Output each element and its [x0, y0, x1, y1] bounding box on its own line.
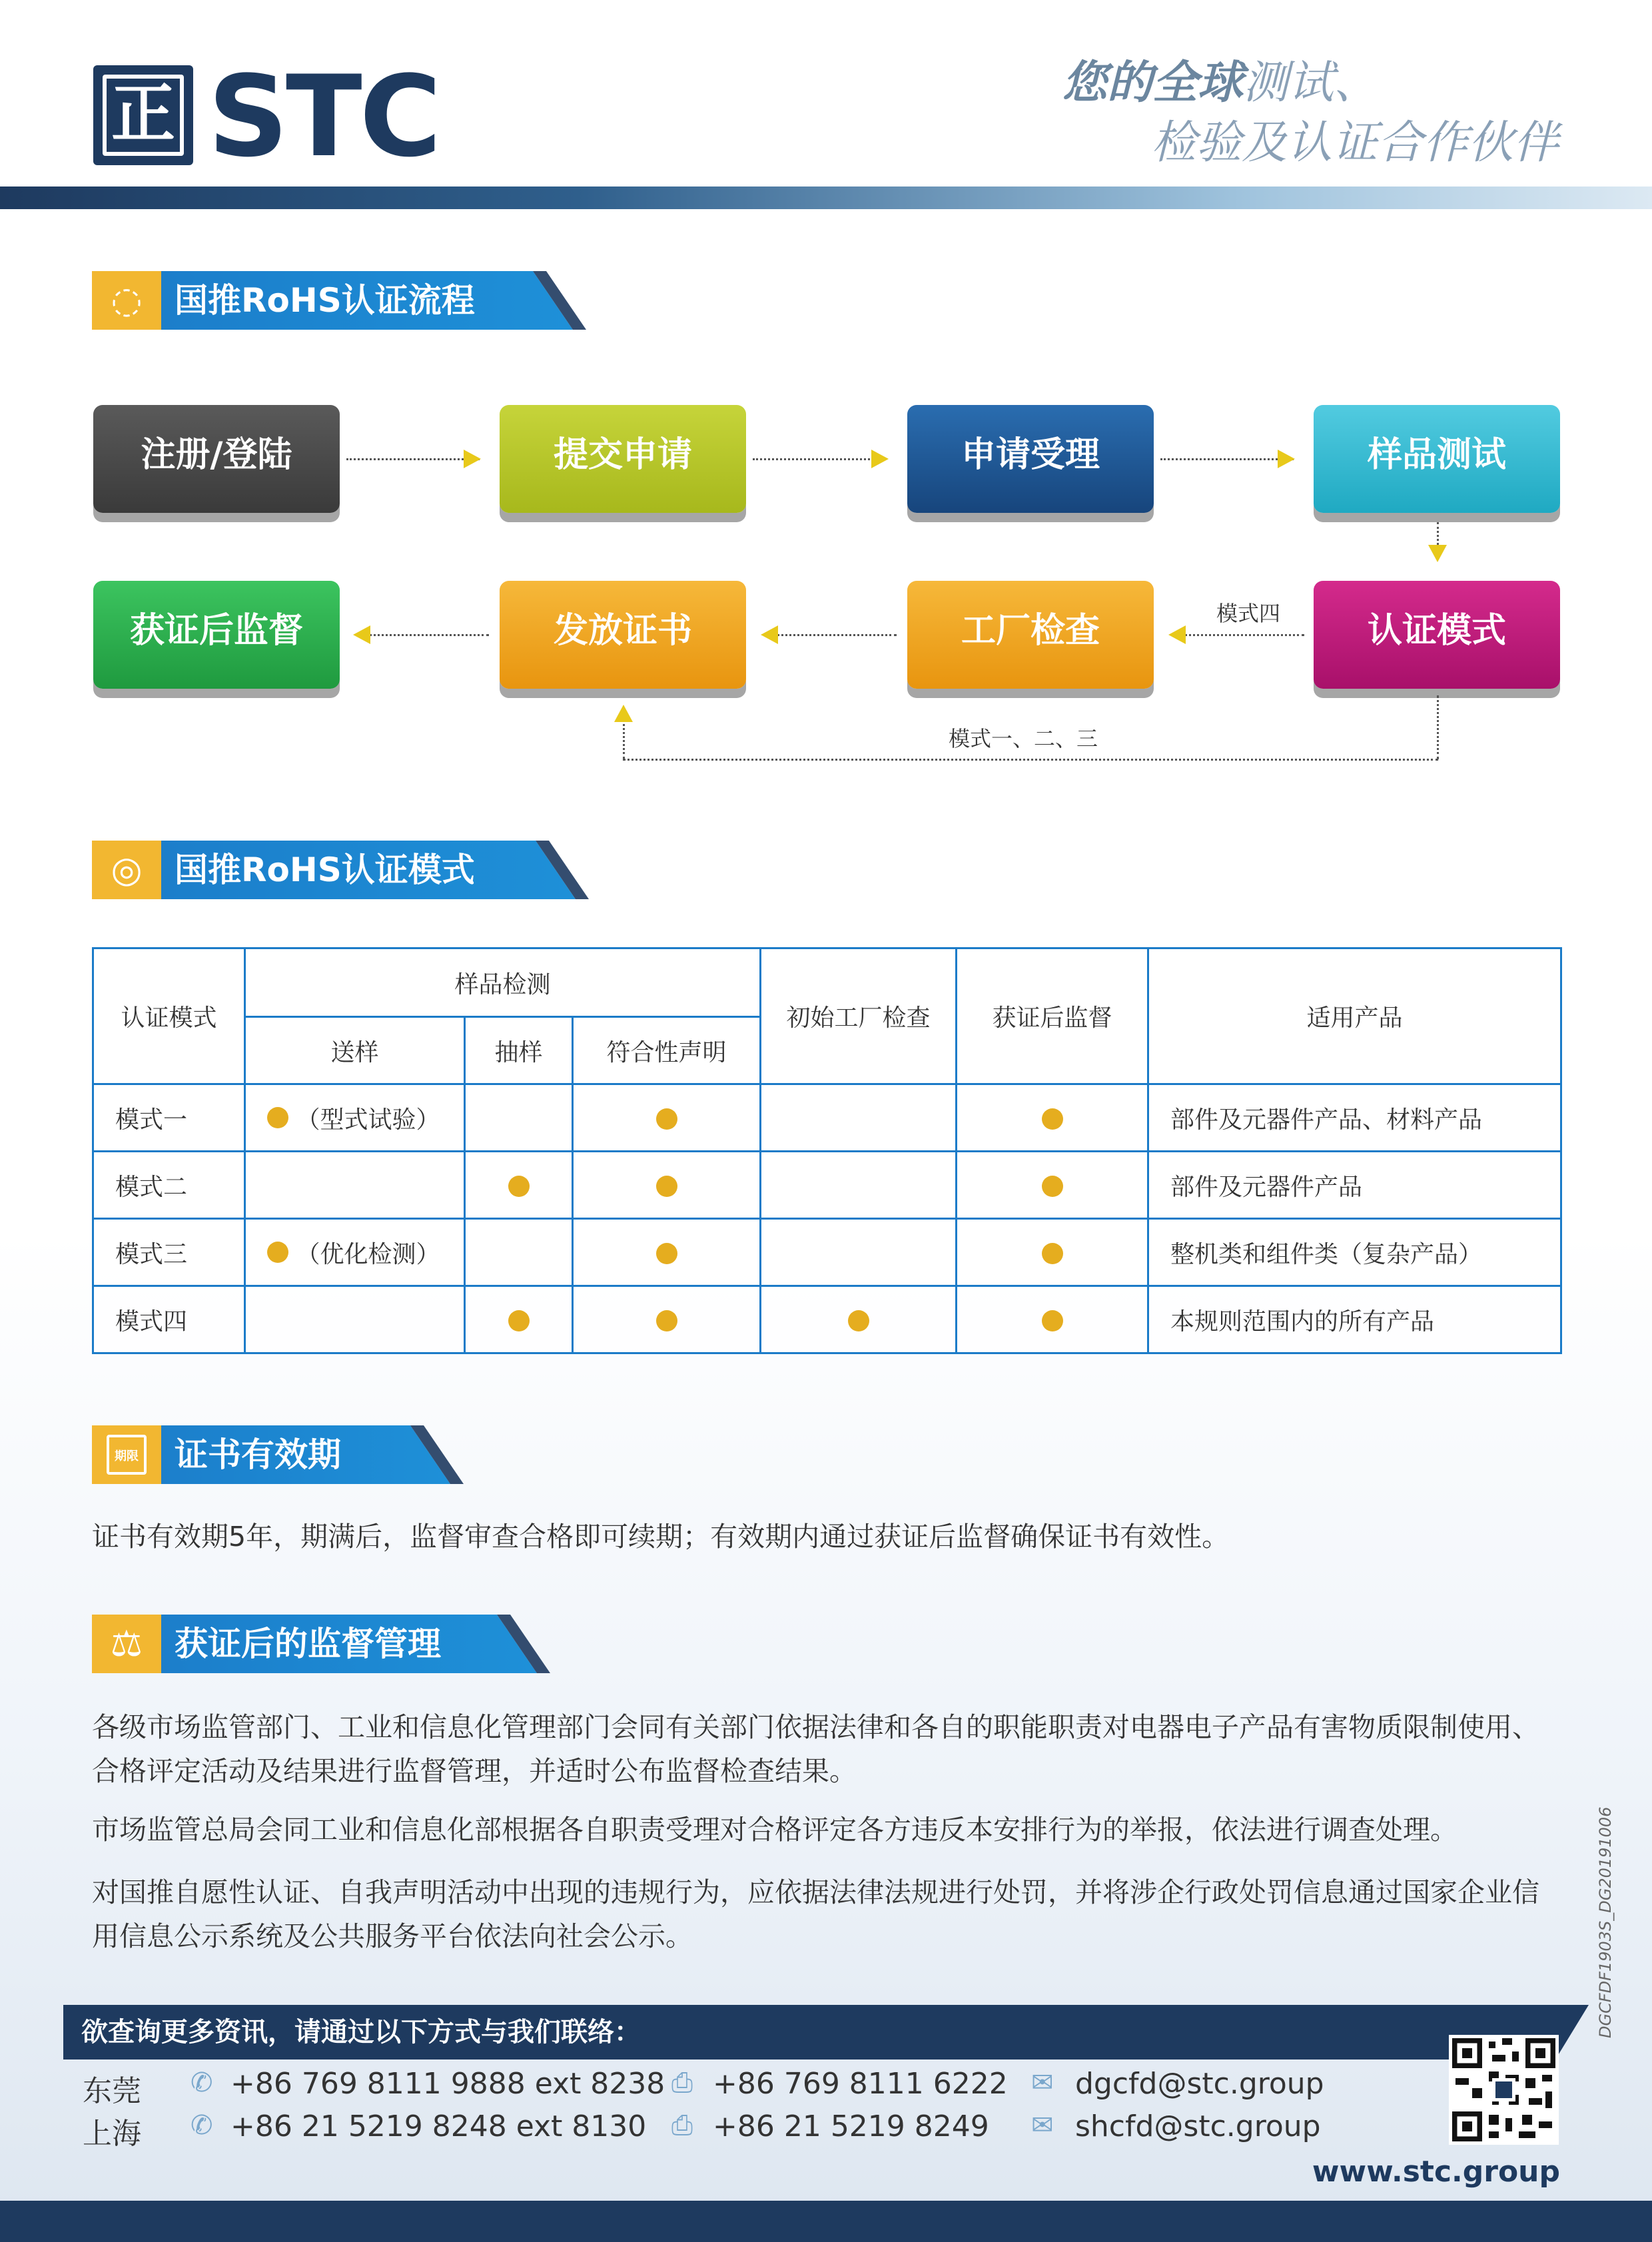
- flow-arrow: [369, 634, 489, 636]
- office-email[interactable]: dgcfd@stc.group: [1075, 2067, 1324, 2101]
- email-icon: ✉: [1031, 2110, 1054, 2141]
- row-products: 整机类和组件类（复杂产品）: [1148, 1219, 1561, 1286]
- arrow-left-icon: [761, 625, 778, 644]
- section-header-supervision: [92, 1615, 537, 1673]
- contact-heading: 欲查询更多资讯，请通过以下方式与我们联络：: [81, 2017, 641, 2048]
- flow-arrow: [1184, 634, 1304, 636]
- arrow-left-icon: [1168, 625, 1186, 644]
- header-declaration: 符合性声明: [573, 1017, 761, 1084]
- office-email[interactable]: shcfd@stc.group: [1075, 2109, 1321, 2143]
- document-code: DGCFDF1903S_DG20191006: [1596, 1806, 1615, 2038]
- header-send-sample: 送样: [245, 1017, 465, 1084]
- table-row: [93, 1219, 1561, 1286]
- office-city: 上海: [83, 2117, 141, 2151]
- check-dot: [656, 1108, 677, 1130]
- header-draw-sample: 抽样: [465, 1017, 573, 1084]
- calendar-icon-label: 期限: [115, 1449, 139, 1463]
- row-products: 部件及元器件产品: [1148, 1152, 1561, 1219]
- office-fax: +86 21 5219 8249: [713, 2109, 989, 2143]
- table-header-row: [93, 948, 1561, 1017]
- fax-icon: ⎙: [671, 2110, 693, 2141]
- mode-table: [92, 947, 1562, 1354]
- check-dot: [848, 1310, 869, 1331]
- check-dot: [656, 1176, 677, 1197]
- target-icon: ◎: [92, 841, 161, 899]
- logo-text: STC: [208, 51, 439, 182]
- cycle-icon: ◌: [92, 271, 161, 330]
- supervision-paragraph: 各级市场监管部门、工业和信息化管理部门会同有关部门依据法律和各自的职能职责对电器电子产品有害物质限制使用、合格评定活动及结果进行监督管理，并适时公布监督检查结果。: [92, 1711, 1539, 1787]
- phone-icon: ✆: [191, 2067, 213, 2098]
- supervision-paragraph: 对国推自愿性认证、自我声明活动中出现的违规行为，应依据法律法规进行处罚，并将涉企行政处罚信息通过国家企业信用信息公示系统及公共服务平台依法向社会公示。: [92, 1876, 1539, 1952]
- tagline-line1: [1062, 47, 1379, 111]
- check-dot: [508, 1176, 530, 1197]
- supervision-paragraph: 市场监管总局会同工业和信息化部根据各自职责受理对合格评定各方违反本安排行为的举报，依法进行调查处理。: [92, 1814, 1457, 1846]
- row-mode: 模式一: [93, 1084, 245, 1152]
- email-icon: ✉: [1031, 2067, 1054, 2098]
- flow-arrow: [623, 759, 1438, 761]
- check-dot: [1042, 1108, 1063, 1130]
- section-header-modes: [92, 841, 576, 899]
- flow-step-issue: 发放证书: [500, 581, 746, 689]
- phone-icon: ✆: [191, 2110, 213, 2141]
- section-title: 获证后的监督管理: [175, 1625, 441, 1663]
- flow-arrow: [623, 719, 625, 759]
- row-products: 部件及元器件产品、材料产品: [1148, 1084, 1561, 1152]
- header-band: [0, 187, 1652, 209]
- scales-icon: ⚖: [92, 1615, 161, 1673]
- check-dot: [1042, 1243, 1063, 1264]
- qr-code: [1449, 2035, 1559, 2145]
- flow-arrow: [753, 458, 886, 460]
- flow-arrow: [777, 634, 897, 636]
- flow-arrow: [1160, 458, 1294, 460]
- table-row: [93, 1286, 1561, 1353]
- check-dot: [1042, 1176, 1063, 1197]
- check-dot: [508, 1310, 530, 1331]
- flow-step-submit: 提交申请: [500, 405, 746, 513]
- tagline-rest: 测试、: [1242, 57, 1379, 109]
- flow-step-mode: 认证模式: [1314, 581, 1560, 689]
- logo-glyph: 正: [111, 76, 175, 151]
- header-sample-group: 样品检测: [245, 948, 761, 1017]
- header-post-supervision: 获证后监督: [957, 948, 1148, 1084]
- row-mode: 模式三: [93, 1219, 245, 1286]
- check-dot: [267, 1242, 288, 1263]
- logo-mark: [93, 65, 193, 165]
- section-title: 国推RoHS认证模式: [175, 851, 475, 889]
- arrow-right-icon: [871, 450, 889, 468]
- flow-step-test: 样品测试: [1314, 405, 1560, 513]
- header-products: 适用产品: [1148, 948, 1561, 1084]
- section-title: 证书有效期: [175, 1435, 341, 1474]
- arrow-up-icon: [614, 705, 633, 722]
- office-city: 东莞: [83, 2074, 141, 2108]
- website-link[interactable]: www.stc.group: [1312, 2155, 1560, 2189]
- flow-step-post-supervision: 获证后监督: [93, 581, 340, 689]
- arrow-down-icon: [1428, 545, 1447, 562]
- flow-step-factory: 工厂检查: [907, 581, 1154, 689]
- office-phone[interactable]: +86 769 8111 9888 ext 8238: [230, 2067, 665, 2101]
- table-row: [93, 1084, 1561, 1152]
- section-header-validity: [92, 1425, 450, 1484]
- send-note: （优化检测）: [296, 1240, 440, 1268]
- flow-label-mode123: 模式一、二、三: [949, 726, 1098, 751]
- row-mode: 模式二: [93, 1152, 245, 1219]
- section-header-process: [92, 271, 573, 330]
- section-title: 国推RoHS认证流程: [175, 281, 475, 320]
- flow-arrow: [346, 458, 480, 460]
- tagline-bold: 您的全球: [1061, 57, 1243, 109]
- fax-icon: ⎙: [671, 2067, 693, 2098]
- header-initial-inspection: 初始工厂检查: [761, 948, 957, 1084]
- arrow-right-icon: [1278, 450, 1295, 468]
- check-dot: [656, 1310, 677, 1331]
- table-row: [93, 1152, 1561, 1219]
- office-fax: +86 769 8111 6222: [713, 2067, 1008, 2101]
- arrow-right-icon: [464, 450, 481, 468]
- flow-label-mode4: 模式四: [1216, 601, 1281, 626]
- check-dot: [1042, 1310, 1063, 1331]
- bottom-band: [0, 2201, 1652, 2242]
- check-dot: [267, 1107, 288, 1128]
- calendar-icon: [92, 1425, 161, 1484]
- send-note: （型式试验）: [296, 1106, 440, 1134]
- check-dot: [656, 1243, 677, 1264]
- office-phone[interactable]: +86 21 5219 8248 ext 8130: [230, 2109, 647, 2143]
- row-mode: 模式四: [93, 1286, 245, 1353]
- tagline-line2: 检验及认证合作伙伴: [1150, 117, 1559, 169]
- flow-step-register: 注册/登陆: [93, 405, 340, 513]
- flow-step-accept: 申请受理: [907, 405, 1154, 513]
- row-products: 本规则范围内的所有产品: [1148, 1286, 1561, 1353]
- header-mode: 认证模式: [93, 948, 245, 1084]
- arrow-left-icon: [353, 625, 370, 644]
- validity-text: 证书有效期5年，期满后，监督审查合格即可续期；有效期内通过获证后监督确保证书有效性。: [92, 1521, 1230, 1553]
- flow-arrow: [1437, 695, 1439, 759]
